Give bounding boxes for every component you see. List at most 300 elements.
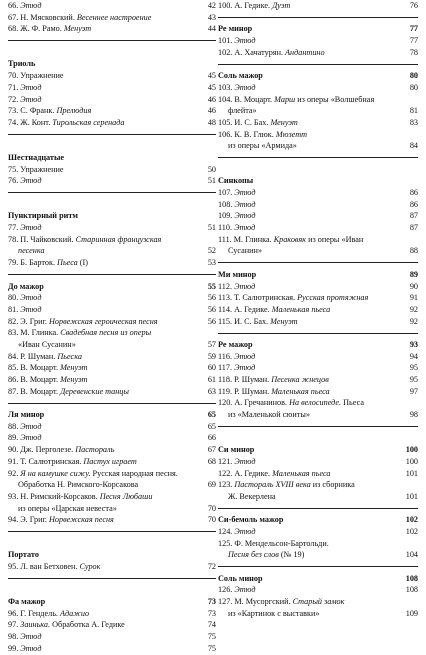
entry-work-title: Пьеса	[57, 258, 78, 268]
entry-author-number: 75. Упражнение	[8, 164, 64, 174]
entry-work-title: Маленькая пьеса	[272, 468, 331, 478]
spacer	[8, 538, 216, 550]
entry-continuation	[8, 479, 216, 491]
page-number: 43	[207, 12, 216, 22]
entry-text	[8, 386, 129, 398]
page-number: 65	[207, 421, 216, 431]
entry-text	[218, 397, 364, 409]
entry-continuation	[218, 608, 418, 620]
heading-title: Фа мажор	[8, 597, 46, 607]
section-heading	[218, 70, 418, 82]
entry-work-title: Норвежская песня	[49, 515, 114, 525]
contents-entry	[8, 444, 216, 456]
section-divider	[8, 269, 216, 281]
entry-author-number: 98.	[8, 632, 21, 642]
entry-text	[8, 491, 152, 503]
entry-work-title: Этюд	[234, 456, 256, 466]
entry-work-title: Пьеска	[57, 351, 82, 361]
entry-author-number: 82. Э. Григ.	[8, 316, 49, 326]
entry-text	[218, 526, 256, 538]
entry-author-number: 112.	[218, 281, 235, 291]
divider-line	[218, 333, 418, 334]
entry-author-number: 94. Э. Григ.	[8, 515, 49, 525]
entry-text	[8, 608, 89, 620]
entry-text	[8, 164, 64, 176]
page-number: 100	[405, 456, 418, 466]
section-divider	[8, 187, 216, 199]
entry-author-number: 102. А. Хачатурян.	[218, 47, 286, 57]
entry-text	[218, 374, 329, 386]
entry-work-title: Марш	[274, 94, 296, 104]
spacer	[8, 47, 216, 59]
entry-text	[218, 479, 355, 491]
contents-entry	[8, 117, 216, 129]
page-number: 98	[409, 410, 418, 420]
entry-text	[8, 561, 100, 573]
entry-author-number: 67. Н. Мясковский.	[8, 12, 77, 22]
entry-text	[228, 140, 297, 152]
entry-work-title: Этюд	[234, 36, 256, 46]
entry-text	[218, 514, 283, 526]
entry-work-title: Дуэт	[272, 1, 291, 10]
contents-entry	[218, 234, 418, 246]
contents-entry	[8, 304, 216, 316]
entry-work-title: Этюд	[20, 1, 42, 10]
section-divider	[8, 397, 216, 409]
page-number: 77	[409, 24, 418, 34]
entry-text	[218, 339, 253, 351]
entry-text	[228, 105, 257, 117]
contents-entry	[218, 351, 418, 363]
page-number: 70	[207, 515, 216, 525]
entry-author-number: 87. В. Моцарт.	[8, 386, 61, 396]
entry-author-number: 89.	[8, 433, 21, 443]
entry-text	[8, 175, 41, 187]
entry-text	[8, 421, 41, 433]
entry-author-number: 115. И. С. Бах.	[218, 316, 271, 326]
entry-work-title: Старинная французская	[75, 234, 162, 244]
entry-text	[218, 269, 256, 281]
page-number: 75	[207, 643, 216, 653]
contents-entry	[218, 47, 418, 59]
entry-text	[8, 316, 158, 328]
entry-continuation	[218, 140, 418, 152]
entry-text	[218, 444, 254, 456]
heading-title: До мажор	[8, 281, 44, 291]
divider-line	[8, 578, 216, 579]
entry-text	[8, 117, 125, 129]
divider-line	[218, 64, 418, 65]
entry-work-title: Пастораль XVIII века	[234, 480, 311, 490]
page-number: 42	[207, 1, 216, 10]
section-heading	[218, 514, 418, 526]
entry-author-number: 100. А. Гедике.	[218, 1, 273, 10]
section-heading	[8, 210, 216, 222]
section-divider	[218, 12, 418, 24]
entry-author-number: 95. Л. ван Бетховен.	[8, 562, 80, 571]
entry-author-number: 105. И. С. Бах.	[218, 117, 271, 127]
contents-entry	[218, 222, 418, 234]
entry-work-title: Песенка жнецов	[271, 375, 329, 384]
entry-continuation	[8, 503, 216, 515]
entry-work-title: Пастораль	[75, 445, 115, 455]
entry-author-number: 116.	[218, 351, 235, 361]
entry-author-number: 109.	[218, 211, 235, 221]
section-divider	[218, 152, 418, 164]
contents-entry	[218, 374, 418, 386]
entry-text	[218, 0, 290, 12]
entry-work-title: Этюд	[234, 188, 256, 197]
section-heading	[218, 573, 418, 585]
contents-entry	[218, 0, 418, 12]
contents-entry	[8, 619, 216, 631]
page-number: 50	[207, 164, 216, 174]
section-heading	[8, 549, 216, 561]
contents-entry	[8, 362, 216, 374]
entry-text	[218, 281, 255, 293]
entry-text	[18, 479, 138, 491]
entry-text	[218, 94, 374, 106]
entry-work-title: Песня Любаши	[99, 491, 153, 501]
entry-work-title: Старый замок	[292, 597, 345, 607]
page-number: 56	[207, 293, 216, 303]
entry-text	[218, 82, 256, 94]
entry-text	[8, 292, 41, 304]
divider-line	[218, 17, 418, 18]
contents-entry	[218, 538, 418, 550]
entry-work-title: Этюд	[234, 351, 256, 361]
entry-work-title: Этюд	[20, 293, 42, 303]
contents-entry	[8, 421, 216, 433]
contents-entry	[8, 432, 216, 444]
entry-author-number: 117.	[218, 363, 235, 373]
divider-line	[8, 134, 216, 135]
entry-text	[8, 23, 91, 35]
entry-suffix: из оперы «Иван	[306, 234, 364, 244]
section-divider	[8, 35, 216, 47]
section-heading	[8, 409, 216, 421]
entry-text	[218, 23, 252, 35]
entry-work-title: Весеннее настроение	[76, 12, 152, 22]
page-number: 75	[207, 632, 216, 642]
page-number: 45	[207, 71, 216, 81]
contents-entry	[218, 210, 418, 222]
entry-text	[218, 304, 330, 316]
entry-author-number: из «Картинок с выставки»	[228, 608, 320, 618]
entry-text	[218, 222, 255, 234]
heading-title: Шестнадцатые	[8, 152, 64, 162]
entry-work-title: Этюд	[20, 176, 42, 186]
entry-work-title: Маленькая пьеса	[271, 304, 331, 314]
entry-text	[8, 105, 91, 117]
entry-text	[218, 468, 331, 480]
entry-text	[8, 12, 151, 24]
entry-text	[8, 94, 41, 106]
entry-work-title: Адажио	[60, 608, 90, 618]
entry-continuation	[218, 409, 418, 421]
page-number: 56	[207, 304, 216, 314]
entry-work-title: Этюд	[234, 211, 256, 221]
section-divider	[8, 573, 216, 585]
page-number: 69	[207, 480, 216, 490]
entry-work-title: Этюд	[20, 82, 42, 92]
entry-work-title: Андантино	[285, 47, 325, 57]
entry-author-number: флейта»	[228, 106, 257, 116]
entry-suffix: Обработка А. Гедике	[50, 620, 125, 630]
entry-text	[218, 35, 256, 47]
spacer	[218, 164, 418, 176]
contents-entry	[218, 82, 418, 94]
contents-entry	[218, 316, 418, 328]
heading-title: Си-бемоль мажор	[218, 515, 284, 525]
spacer	[8, 199, 216, 211]
page-number: 65	[207, 410, 216, 420]
contents-entry	[218, 526, 418, 538]
entry-work-title: песенка	[18, 246, 45, 256]
entry-work-title: Менуэт	[270, 316, 298, 326]
page-number: 94	[409, 351, 418, 361]
contents-left-column	[8, 0, 216, 655]
section-heading	[8, 281, 216, 293]
entry-text	[8, 409, 44, 421]
entry-suffix: из сборника	[310, 480, 355, 490]
entry-author-number: 68. Ж. Ф. Рамо.	[8, 24, 64, 34]
entry-continuation	[8, 339, 216, 351]
entry-text	[8, 351, 82, 363]
page-number: 77	[409, 36, 418, 46]
entry-text	[218, 456, 256, 468]
divider-line	[8, 274, 216, 275]
entry-author-number: 96. Г. Гендель.	[8, 608, 61, 618]
entry-text	[8, 222, 41, 234]
entry-author-number: из «Маленькой сюиты»	[228, 410, 310, 420]
entry-work-title: Мюзетт	[275, 129, 308, 139]
contents-entry	[8, 491, 216, 503]
entry-work-title: Заинька.	[20, 620, 51, 630]
entry-work-title: Этюд	[20, 643, 42, 653]
contents-entry	[8, 70, 216, 82]
entry-author-number: 127. М. Мусоргский.	[218, 597, 293, 607]
entry-author-number: 73. С. Франк.	[8, 106, 57, 116]
page-number: 97	[409, 386, 418, 396]
entry-continuation	[8, 245, 216, 257]
heading-title: Соль мажор	[218, 71, 263, 81]
heading-title: Триоль	[8, 59, 36, 69]
entry-author-number: 79. Б. Барток.	[8, 258, 58, 268]
contents-entry	[8, 608, 216, 620]
entry-work-title: Прелюдия	[56, 106, 92, 116]
contents-entry	[218, 596, 418, 608]
entry-author-number: 118. Р. Шуман.	[218, 375, 272, 384]
contents-entry	[218, 117, 418, 129]
contents-entry	[8, 643, 216, 655]
contents-entry	[8, 316, 216, 328]
entry-author-number: 125. Ф. Мендельсон-Бартольди.	[218, 538, 329, 548]
page-number: 46	[207, 106, 216, 116]
entry-text	[8, 281, 44, 293]
entry-text	[218, 129, 307, 141]
entry-work-title: Менуэт	[60, 363, 88, 373]
entry-text	[218, 316, 298, 328]
entry-work-title: Песня без слов	[228, 550, 279, 560]
contents-right-column	[218, 0, 418, 619]
page-number: 104	[405, 550, 418, 560]
entry-text	[228, 409, 310, 421]
entry-text	[218, 573, 263, 585]
entry-author-number: 93. Н. Римский-Корсаков.	[8, 491, 100, 501]
page-number: 95	[409, 375, 418, 384]
entry-author-number: 66.	[8, 1, 21, 10]
entry-text	[228, 491, 276, 503]
divider-line	[218, 566, 418, 567]
contents-entry	[218, 281, 418, 293]
entry-author-number: 77.	[8, 223, 21, 233]
contents-entry	[8, 514, 216, 526]
entry-author-number: 124.	[218, 526, 235, 536]
entry-text	[218, 362, 255, 374]
entry-text	[228, 245, 262, 257]
section-heading	[8, 596, 216, 608]
entry-author-number: 91. Т. Салютринская.	[8, 456, 84, 466]
entry-text	[218, 70, 263, 82]
page-number: 70	[207, 503, 216, 513]
entry-text	[8, 456, 137, 468]
entry-text	[8, 643, 41, 655]
entry-text	[8, 234, 161, 246]
contents-entry	[218, 397, 418, 409]
contents-entry	[218, 129, 418, 141]
entry-text	[218, 386, 330, 398]
contents-entry	[8, 175, 216, 187]
contents-entry	[8, 222, 216, 234]
section-heading	[218, 269, 418, 281]
entry-author-number: 126.	[218, 585, 235, 595]
page-number: 108	[405, 573, 418, 583]
entry-author-number: 84. Р. Шуман.	[8, 351, 58, 361]
page-number: 66	[207, 433, 216, 443]
page-number: 86	[409, 188, 418, 197]
divider-line	[8, 192, 216, 193]
page-number: 51	[207, 176, 216, 186]
section-divider	[218, 58, 418, 70]
entry-text	[218, 199, 256, 211]
entry-work-title: Этюд	[234, 281, 256, 291]
page-number: 67	[207, 445, 216, 455]
entry-author-number: 85. В. Моцарт.	[8, 363, 61, 373]
contents-entry	[8, 257, 216, 269]
entry-work-title: Этюд	[20, 304, 42, 314]
heading-title: Ре минор	[218, 24, 253, 34]
section-heading	[218, 175, 418, 187]
page-number: 57	[207, 339, 216, 349]
page-number: 55	[207, 281, 216, 291]
entry-author-number: 110.	[218, 223, 235, 233]
entry-work-title: Менуэт	[63, 24, 92, 34]
contents-entry	[8, 351, 216, 363]
contents-entry	[218, 304, 418, 316]
section-heading	[218, 339, 418, 351]
entry-text	[18, 339, 76, 351]
entry-author-number: 71.	[8, 82, 21, 92]
page-number: 95	[409, 363, 418, 373]
entry-author-number: 107.	[218, 188, 235, 197]
entry-author-number: 99.	[8, 643, 21, 653]
page-number: 100	[405, 445, 418, 455]
section-heading	[8, 58, 216, 70]
entry-work-title: Этюд	[234, 585, 256, 595]
page-number: 61	[207, 375, 216, 384]
entry-author-number: Обработка Н. Римского-Корсакова	[18, 480, 139, 490]
entry-author-number: 92.	[8, 468, 21, 478]
contents-entry	[8, 386, 216, 398]
section-divider	[218, 421, 418, 433]
entry-author-number: из оперы «Царская невеста»	[18, 503, 117, 513]
contents-entry	[218, 292, 418, 304]
entry-work-title: Этюд	[234, 82, 256, 92]
page-number: 52	[207, 246, 216, 256]
contents-entry	[8, 456, 216, 468]
entry-work-title: На велосипеде.	[289, 398, 342, 408]
contents-entry	[8, 12, 216, 24]
page-number: 87	[409, 211, 418, 221]
entry-author-number: 101.	[218, 36, 235, 46]
entry-suffix: (I)	[77, 258, 88, 268]
divider-line	[218, 508, 418, 509]
divider-line	[218, 426, 418, 427]
section-divider	[8, 129, 216, 141]
contents-entry	[8, 105, 216, 117]
page-number: 76	[409, 1, 418, 10]
entry-text	[218, 175, 253, 187]
entry-author-number: 106. К. В. Глюк.	[218, 129, 276, 139]
entry-text	[218, 292, 368, 304]
section-heading	[218, 23, 418, 35]
page-number: 108	[405, 585, 418, 595]
contents-entry	[8, 94, 216, 106]
entry-work-title: Я на камушке сижу.	[20, 468, 91, 478]
entry-author-number: Сусанин»	[228, 246, 262, 256]
entry-continuation	[218, 549, 418, 561]
page-number: 53	[207, 258, 216, 268]
page-number: 83	[409, 117, 418, 127]
entry-text	[8, 596, 45, 608]
contents-entry	[218, 187, 418, 199]
page-number: 73	[207, 597, 216, 607]
entry-author-number: 114. А. Гедике.	[218, 304, 272, 314]
entry-text	[8, 619, 125, 631]
entry-text	[8, 432, 41, 444]
page-number: 51	[207, 223, 216, 233]
entry-text	[8, 362, 87, 374]
heading-title: Ля минор	[8, 410, 45, 420]
entry-work-title: Этюд	[20, 223, 42, 233]
entry-text	[218, 538, 329, 550]
entry-text	[8, 58, 35, 70]
entry-suffix: (№ 19)	[278, 550, 305, 560]
entry-text	[218, 351, 255, 363]
page-number: 74	[207, 620, 216, 630]
contents-entry	[8, 631, 216, 643]
section-heading	[218, 444, 418, 456]
entry-text	[18, 245, 45, 257]
entry-author-number: 111. М. Глинка.	[218, 234, 274, 244]
page-number: 63	[207, 386, 216, 396]
entry-work-title: Пастух играет	[83, 456, 137, 466]
contents-entry	[8, 561, 216, 573]
contents-entry	[8, 234, 216, 246]
page-number: 46	[207, 94, 216, 104]
contents-entry	[218, 386, 418, 398]
